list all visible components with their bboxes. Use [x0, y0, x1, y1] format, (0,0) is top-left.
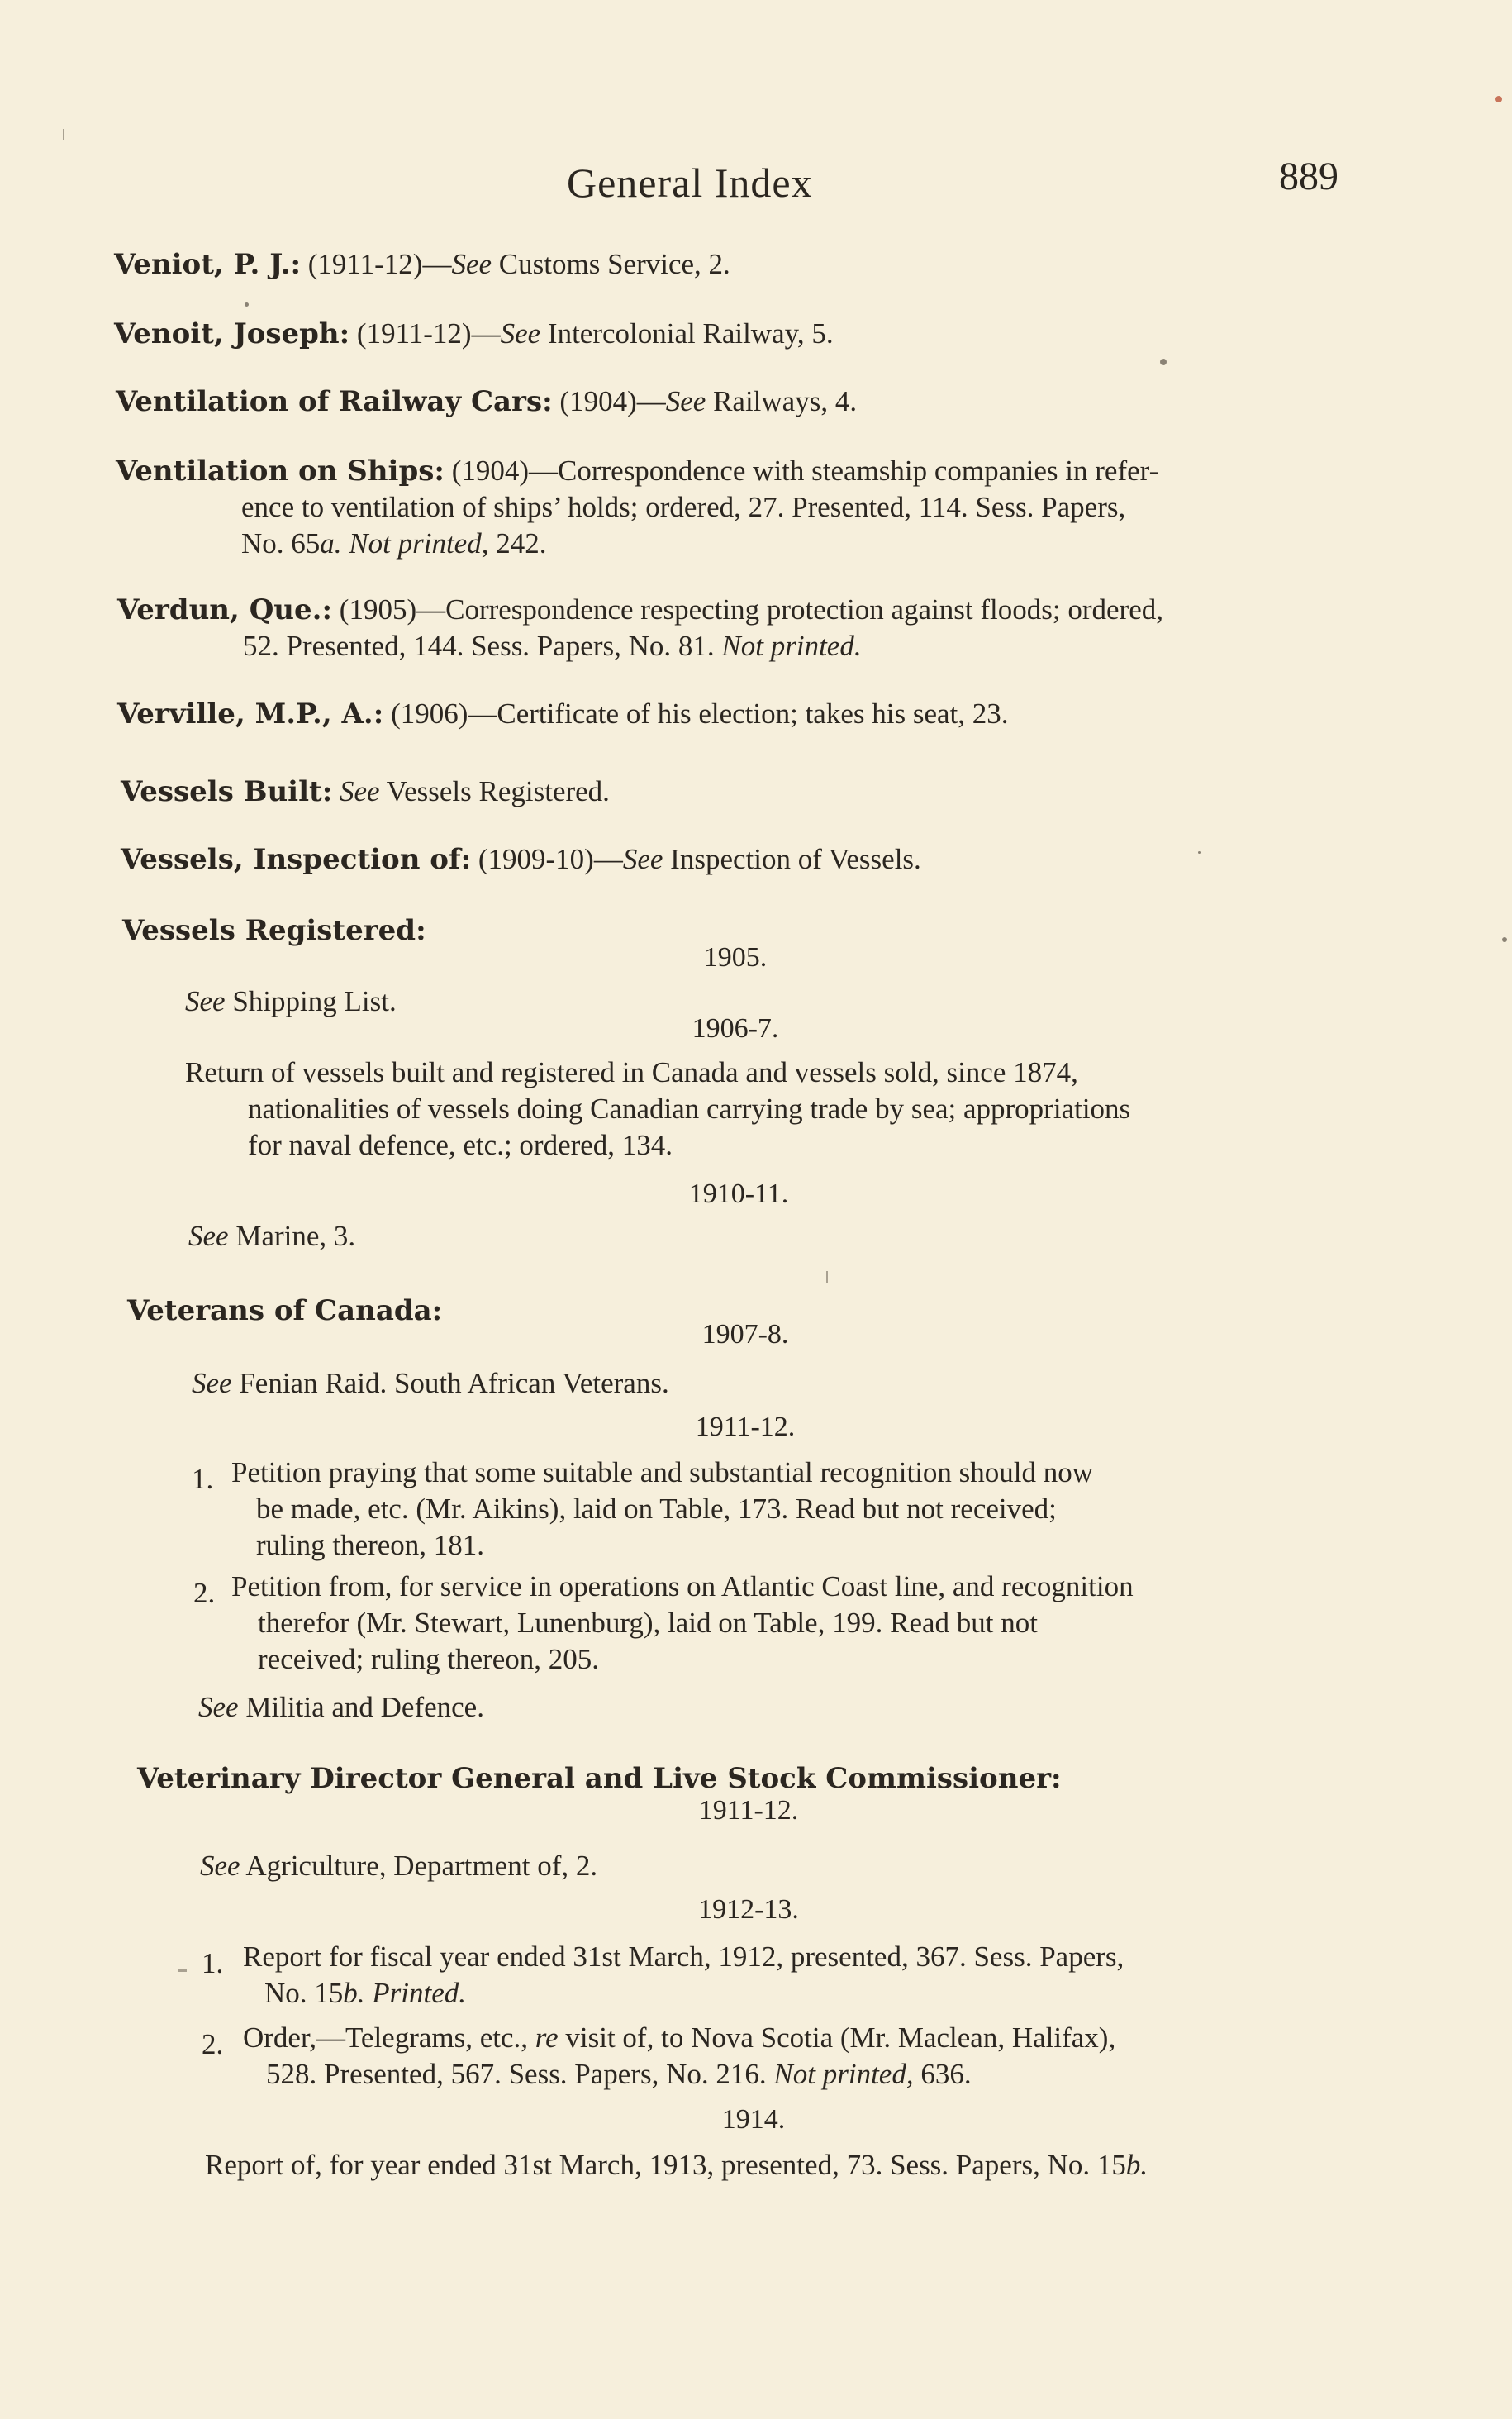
page-mark — [826, 1271, 828, 1283]
page-mark — [178, 1969, 187, 1972]
see-label: See — [192, 1367, 232, 1399]
paper-suffix: b. — [1125, 2149, 1148, 2181]
printed-status: Not printed, — [349, 527, 489, 560]
cross-reference: Inspection of Vessels. — [670, 843, 921, 875]
entry-ventilation-ships — [116, 453, 1355, 562]
page-speck — [1502, 937, 1507, 942]
see-label: See — [622, 843, 663, 875]
see-label: See — [198, 1691, 239, 1723]
page-ref: 636. — [920, 2058, 972, 2090]
paper-suffix: b. — [343, 1977, 365, 2009]
entry-text: visit of, to Nova Scotia (Mr. Maclean, Halifax), — [565, 2021, 1116, 2054]
see-label: See — [188, 1220, 229, 1252]
page-speck — [1160, 359, 1167, 365]
entry-text: (1911-12)— — [356, 317, 501, 350]
entry-heading: Ventilation on Ships: — [116, 455, 445, 488]
item-number: 1. — [192, 1463, 214, 1495]
item-number: 2. — [193, 1577, 216, 1609]
entry-text: (1904)—Correspondence with steamship companies in refer- — [451, 455, 1159, 487]
sub-entry — [185, 983, 397, 1020]
numbered-item — [231, 1455, 1380, 1564]
entry-venoit — [114, 316, 834, 352]
entry-veniot — [114, 246, 730, 283]
item-number: 2. — [202, 2028, 224, 2060]
entry-text: received; ruling thereon, 205. — [258, 1643, 600, 1675]
entry-text: (1906)—Certificate of his election; takes his seat, 23. — [391, 698, 1009, 730]
cross-reference: Marine, 3. — [235, 1220, 356, 1252]
numbered-item — [231, 1569, 1380, 1678]
page-speck — [1198, 851, 1201, 854]
entry-text: for naval defence, etc.; ordered, 134. — [248, 1129, 673, 1161]
page-speck — [245, 302, 249, 307]
entry-verdun — [117, 592, 1357, 664]
entry-text: 528. Presented, 567. Sess. Papers, No. 216. — [266, 2058, 767, 2090]
item-number: 1. — [202, 1947, 224, 1979]
year-heading: 1907-8. — [701, 1319, 789, 1350]
cross-reference: Shipping List. — [232, 985, 397, 1017]
see-label: See — [665, 385, 706, 417]
entry-vessels-registered — [122, 912, 426, 949]
entry-text-line — [243, 2020, 1383, 2056]
entry-vessels-built — [121, 774, 610, 810]
entry-heading: Veterans of Canada: — [127, 1294, 443, 1327]
entry-text: (1911-12)— — [307, 248, 452, 280]
see-label: See — [185, 985, 226, 1017]
entry-text: (1904)— — [559, 385, 666, 417]
entry-text: be made, etc. (Mr. Aikins), laid on Table, 173. Read but not received; — [256, 1493, 1057, 1525]
entry-text-line — [243, 2056, 1383, 2093]
sub-entry — [188, 1218, 355, 1255]
entry-text-line — [117, 628, 1357, 664]
entry-heading: Venoit, Joseph: — [114, 317, 350, 350]
entry-heading: Verdun, Que.: — [117, 593, 333, 626]
cross-reference: Militia and Defence. — [245, 1691, 484, 1723]
cross-reference: Customs Service, 2. — [498, 248, 730, 280]
see-label: See — [451, 248, 492, 280]
page-mark — [63, 129, 64, 140]
cross-reference: Fenian Raid. South African Veterans. — [239, 1367, 669, 1399]
entry-text: Order,—Telegrams, etc., — [243, 2021, 529, 2054]
printed-status: Printed. — [372, 1977, 467, 2009]
entry-heading: Ventilation of Railway Cars: — [116, 385, 553, 418]
entry-veterans — [127, 1293, 442, 1329]
entry-text-line — [243, 1975, 1383, 2012]
entry-text: Report for fiscal year ended 31st March, 1912, presented, 367. Sess. Papers, — [243, 1940, 1124, 1973]
entry-text: ruling thereon, 181. — [256, 1529, 485, 1561]
entry-ventilation-railway — [116, 383, 857, 420]
year-heading: 1910-11. — [688, 1179, 789, 1209]
entry-verville — [117, 696, 1009, 732]
year-heading: 1912-13. — [698, 1894, 799, 1925]
sub-entry — [198, 1689, 484, 1726]
year-heading: 1905. — [703, 942, 768, 973]
cross-reference: Railways, 4. — [713, 385, 858, 417]
year-heading: 1906-7. — [692, 1013, 779, 1044]
numbered-item — [243, 1939, 1383, 2012]
entry-heading: Vessels, Inspection of: — [121, 843, 472, 876]
paper-number: No. 65 — [241, 527, 321, 560]
entry-text: Petition from, for service in operations on Atlantic Coast line, and recognition — [231, 1570, 1134, 1602]
entry-heading: Vessels Registered: — [122, 914, 426, 947]
printed-status: Not printed. — [721, 630, 862, 662]
printed-status: Not printed, — [773, 2058, 914, 2090]
see-label: See — [500, 317, 541, 350]
entry-text: (1909-10)— — [478, 843, 623, 875]
entry-heading: Vessels Built: — [121, 775, 333, 808]
entry-text: nationalities of vessels doing Canadian carrying trade by sea; appropriations — [248, 1093, 1131, 1125]
see-label: See — [340, 775, 380, 807]
entry-text-line — [116, 526, 1355, 562]
page-title: General Index — [567, 160, 813, 206]
year-heading: 1914. — [721, 2104, 786, 2135]
entry-text: therefor (Mr. Stewart, Lunenburg), laid on Table, 199. Read but not — [258, 1607, 1038, 1639]
sub-entry — [185, 1055, 1375, 1164]
sub-entry — [200, 1848, 597, 1884]
year-heading: 1911-12. — [698, 1795, 799, 1826]
sub-entry — [192, 1365, 669, 1402]
page-speck — [1495, 96, 1502, 102]
entry-text: ence to ventilation of ships’ holds; ordered, 27. Presented, 114. Sess. Papers, — [241, 491, 1126, 523]
entry-veterinary — [137, 1760, 1062, 1797]
entry-heading: Verville, M.P., A.: — [117, 698, 384, 731]
cross-reference: Agriculture, Department of, 2. — [245, 1850, 598, 1882]
see-label: See — [200, 1850, 240, 1882]
entry-vessels-inspection — [121, 841, 921, 878]
page-ref: 242. — [496, 527, 547, 560]
cross-reference: Intercolonial Railway, 5. — [547, 317, 834, 350]
entry-heading: Veterinary Director General and Live Stock Commissioner: — [137, 1762, 1062, 1795]
re-label: re — [535, 2021, 559, 2054]
entry-text: (1905)—Correspondence respecting protection against floods; ordered, — [339, 593, 1163, 626]
numbered-item — [243, 2020, 1383, 2093]
page-number: 889 — [1279, 155, 1338, 198]
paper-suffix: a. — [320, 527, 342, 560]
entry-text: 52. Presented, 144. Sess. Papers, No. 81. — [243, 630, 715, 662]
sub-entry — [205, 2147, 1395, 2183]
entry-heading: Veniot, P. J.: — [114, 248, 302, 281]
cross-reference: Vessels Registered. — [386, 775, 610, 807]
entry-text: Petition praying that some suitable and substantial recognition should now — [231, 1456, 1094, 1488]
paper-number: No. 15 — [264, 1977, 344, 2009]
page-header — [0, 155, 1512, 217]
entry-text: Report of, for year ended 31st March, 1913, presented, 73. Sess. Papers, No. 15 — [205, 2149, 1126, 2181]
year-heading: 1911-12. — [695, 1412, 796, 1442]
entry-text: Return of vessels built and registered in Canada and vessels sold, since 1874, — [185, 1056, 1078, 1088]
